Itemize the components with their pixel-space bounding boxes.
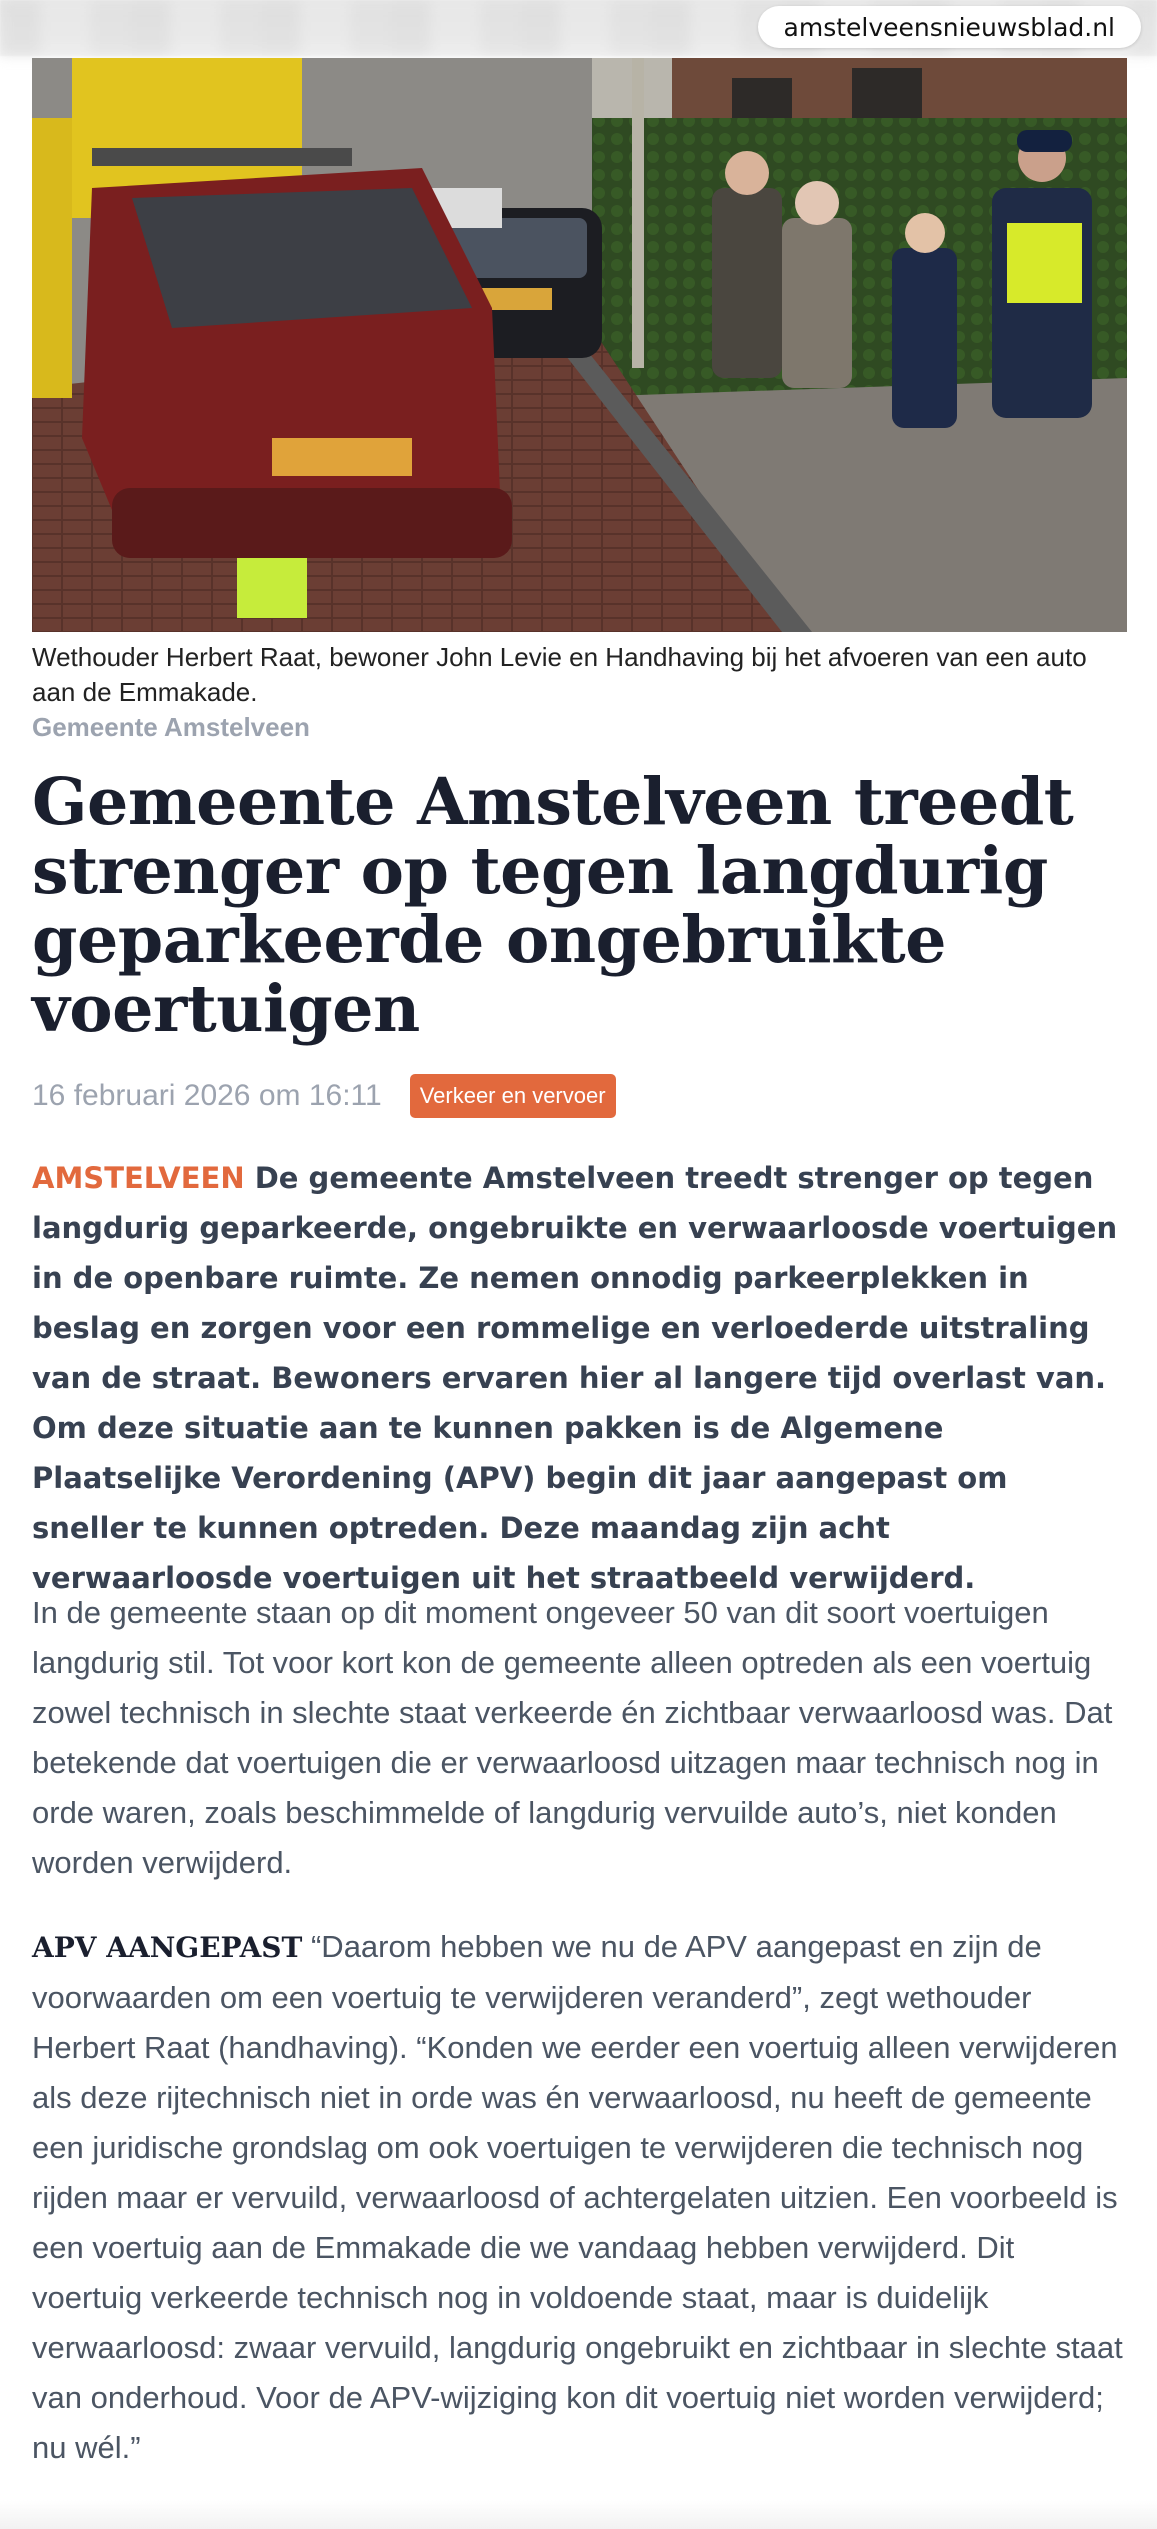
- hero-photo-illustration: [32, 58, 1127, 632]
- subheading-apv-aangepast: APV AANGEPAST: [32, 1931, 303, 1964]
- publish-date: 16 februari 2026 om 16:11: [32, 1079, 382, 1112]
- lead-location: AMSTELVEEN: [32, 1161, 245, 1195]
- lead-text: De gemeente Amstelveen treedt strenger op tegen langdurig geparkeerde, ongebruikte en verwaarloosde voertuigen in de openbare ruimte. Ze nemen onnodig parkeerplekken in beslag en zorgen voor een rommelige en verloederde uitstraling van de straat. Bewoners ervaren hier al langere tijd overlast van. Om deze situatie aan te kunnen pakken is de Algemene Plaatselijke Verordening (APV) begin dit jaar aangepast om sneller te kunnen optreden. Deze maandag zijn acht verwaarloosde voertuigen uit het straatbeeld verwijderd.: [32, 1161, 1118, 1595]
- article-paragraph-2: [32, 1922, 1127, 2473]
- article-headline: Gemeente Amstelveen treedt strenger op tegen langdurig geparkeerde ongebruikte voertuigen: [32, 764, 1074, 1047]
- url-text: amstelveensnieuwsblad.nl: [783, 12, 1115, 42]
- article-lead: [32, 1153, 1127, 1603]
- image-caption: Wethouder Herbert Raat, bewoner John Levie en Handhaving bij het afvoeren van een auto aan de Emmakade.: [32, 642, 1087, 707]
- url-bar[interactable]: [758, 6, 1141, 48]
- hero-image[interactable]: [32, 58, 1127, 632]
- article-meta: [32, 1073, 1127, 1119]
- image-credit: Gemeente Amstelveen: [32, 712, 310, 742]
- article-paragraph-1: In de gemeente staan op dit moment ongeveer 50 van dit soort voertuigen langdurig stil. Tot voor kort kon de gemeente alleen optreden als een voertuig zowel technisch in slechte staat verkeerde én zichtbaar verwaarloosd was. Dat betekende dat voertuigen die er verwaarloosd uitzagen maar technisch nog in orde waren, zoals beschimmelde of langdurig vervuilde auto’s, niet konden worden verwijderd.: [32, 1595, 1113, 1880]
- category-tag[interactable]: Verkeer en vervoer: [410, 1074, 616, 1118]
- paragraph-2-text: “Daarom hebben we nu de APV aangepast en zijn de voorwaarden om een voertuig te verwijderen veranderd”, zegt wethouder Herbert Raat (handhaving). “Konden we eerder een voertuig alleen verwijderen als deze rijtechnisch niet in orde was én verwaarloosd, nu heeft de gemeente een juridische grondslag om ook voertuigen te verwijderen die technisch nog rijden maar er vervuild, verwaarloosd of achtergelaten uitzien. Een voorbeeld is een voertuig aan de Emmakade die we vandaag hebben verwijderd. Dit voertuig verkeerde technisch nog in voldoende staat, maar is duidelijk verwaarloosd: zwaar vervuild, langdurig ongebruikt en zichtbaar in slechte staat van onderhoud. Voor de APV-wijziging kon dit voertuig niet worden verwijderd; nu wél.”: [32, 1929, 1123, 2465]
- bottom-edge: [0, 2500, 1157, 2529]
